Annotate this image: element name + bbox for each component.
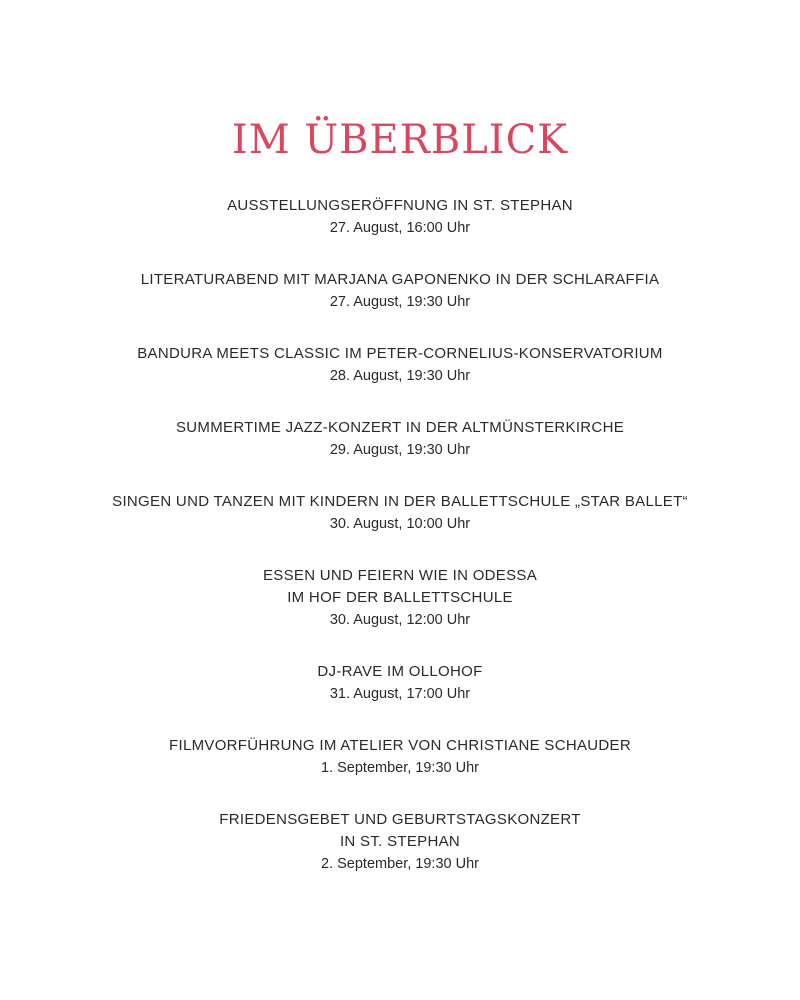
event-item [0, 195, 800, 239]
event-title: LITERATURABEND MIT MARJANA GAPONENKO IN DER SCHLARAFFIA [140, 271, 660, 288]
event-list [0, 195, 800, 905]
event-item [0, 343, 800, 387]
event-item [0, 491, 800, 535]
event-time: 1. September, 19:30 Uhr [321, 760, 479, 776]
event-title: FRIEDENSGEBET UND GEBURTSTAGSKONZERT [219, 811, 581, 828]
event-title: SUMMERTIME JAZZ-KONZERT IN DER ALTMÜNSTERKIRCHE [175, 419, 625, 436]
event-time: 27. August, 16:00 Uhr [329, 220, 471, 236]
event-title: ESSEN UND FEIERN WIE IN ODESSA [262, 567, 538, 584]
event-time: 30. August, 10:00 Uhr [329, 516, 471, 532]
event-title-line-2: IM HOF DER BALLETTSCHULE [287, 589, 513, 606]
event-item [0, 661, 800, 705]
event-item [0, 735, 800, 779]
event-title: FILMVORFÜHRUNG IM ATELIER VON CHRISTIANE SCHAUDER [169, 737, 631, 754]
event-title: BANDURA MEETS CLASSIC IM PETER-CORNELIUS-KONSERVATORIUM [137, 345, 663, 362]
event-title: AUSSTELLUNGSERÖFFNUNG IN ST. STEPHAN [227, 197, 573, 214]
event-title-line-2: IN ST. STEPHAN [339, 833, 461, 850]
event-time: 27. August, 19:30 Uhr [329, 294, 471, 310]
event-time: 30. August, 12:00 Uhr [329, 612, 471, 628]
event-time: 28. August, 19:30 Uhr [329, 368, 471, 384]
event-title: SINGEN UND TANZEN MIT KINDERN IN DER BALLETTSCHULE „STAR BALLET“ [112, 493, 688, 510]
event-title: DJ-RAVE IM OLLOHOF [317, 663, 483, 680]
event-time: 31. August, 17:00 Uhr [329, 686, 471, 702]
page-title: IM ÜBERBLICK [231, 116, 569, 163]
event-item [0, 565, 800, 631]
event-item [0, 809, 800, 875]
event-item [0, 417, 800, 461]
event-time: 2. September, 19:30 Uhr [321, 856, 479, 872]
event-item [0, 269, 800, 313]
event-time: 29. August, 19:30 Uhr [329, 442, 471, 458]
